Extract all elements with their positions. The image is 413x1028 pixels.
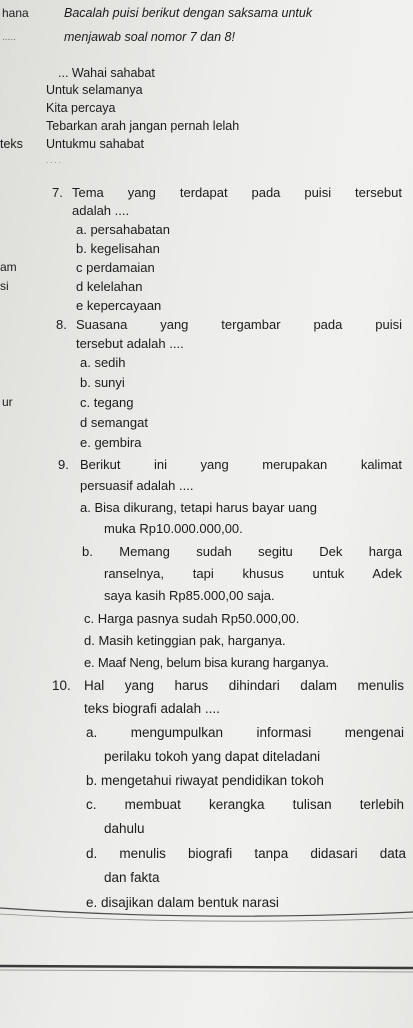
option-item: c. membuat kerangka tulisan terlebih — [86, 797, 404, 812]
question-text: Berikut ini yang merupakan kalimat — [80, 457, 402, 472]
question-text: Hal yang harus dihindari dalam menulis — [84, 678, 404, 693]
option-item: c perdamaian — [76, 260, 155, 275]
question-text: Suasana yang tergambar pada puisi — [76, 317, 402, 332]
question-text: adalah .... — [72, 203, 130, 218]
page-edge-lines — [0, 900, 413, 1020]
option-item: e. gembira — [80, 435, 142, 450]
option-continuation: dahulu — [104, 821, 145, 836]
option-item: c. Harga pasnya sudah Rp50.000,00. — [84, 611, 300, 626]
left-margin-fragment: ur — [2, 395, 13, 409]
option-item: e kepercayaan — [76, 298, 162, 313]
option-item: b. sunyi — [80, 375, 125, 390]
left-margin-fragment: si — [0, 279, 9, 293]
poem-ellipsis: .... — [46, 156, 63, 165]
instruction-line-1: Bacalah puisi berikut dengan saksama untuk — [64, 6, 313, 20]
option-item: a. persahabatan — [76, 222, 170, 237]
left-margin-fragment: am — [0, 260, 17, 274]
option-item: e. Maaf Neng, belum bisa kurang harganya. — [84, 655, 329, 670]
question-text: teks biografi adalah .... — [84, 701, 220, 716]
option-item: d semangat — [80, 415, 148, 430]
option-continuation: ranselnya, tapi khusus untuk Adek — [104, 566, 402, 581]
poem-title: ... Wahai sahabat — [58, 66, 155, 80]
option-continuation: dan fakta — [104, 870, 160, 885]
instruction-prefix: ..... — [2, 32, 16, 43]
option-item: c. tegang — [80, 395, 134, 410]
left-margin-fragment: hana — [2, 6, 29, 20]
option-item: b. kegelisahan — [76, 241, 160, 256]
question-number: 10. — [52, 678, 71, 693]
option-item: d. menulis biografi tanpa didasari data — [86, 846, 406, 861]
question-text: persuasif adalah .... — [80, 478, 194, 493]
question-text: Tema yang terdapat pada puisi tersebut — [72, 185, 402, 200]
option-continuation: perilaku tokoh yang dapat diteladani — [104, 749, 321, 764]
option-item: b. mengetahui riwayat pendidikan tokoh — [86, 773, 324, 788]
poem-line: Untuk selamanya — [46, 83, 143, 97]
question-number: 8. — [56, 317, 67, 332]
option-item: d. Masih ketinggian pak, harganya. — [84, 633, 286, 648]
option-item: b. Memang sudah segitu Dek harga — [82, 544, 402, 559]
question-number: 7. — [52, 185, 63, 200]
option-item: d kelelahan — [76, 279, 143, 294]
option-continuation: muka Rp10.000.000,00. — [104, 521, 243, 536]
poem-line: Untukmu sahabat — [46, 137, 144, 151]
option-item: a. Bisa dikurang, tetapi harus bayar uang — [80, 500, 318, 515]
instruction-line-2: menjawab soal nomor 7 dan 8! — [64, 30, 235, 44]
question-text: tersebut adalah .... — [76, 336, 184, 351]
option-item: e. disajikan dalam bentuk narasi — [86, 895, 279, 910]
option-item: a. mengumpulkan informasi mengenai — [86, 725, 404, 740]
poem-line: Tebarkan arah jangan pernah lelah — [46, 119, 240, 133]
left-margin-fragment: teks — [0, 137, 23, 151]
poem-line: Kita percaya — [46, 101, 116, 115]
option-item: a. sedih — [80, 355, 126, 370]
option-continuation: saya kasih Rp85.000,00 saja. — [104, 588, 275, 603]
question-number: 9. — [58, 457, 69, 472]
